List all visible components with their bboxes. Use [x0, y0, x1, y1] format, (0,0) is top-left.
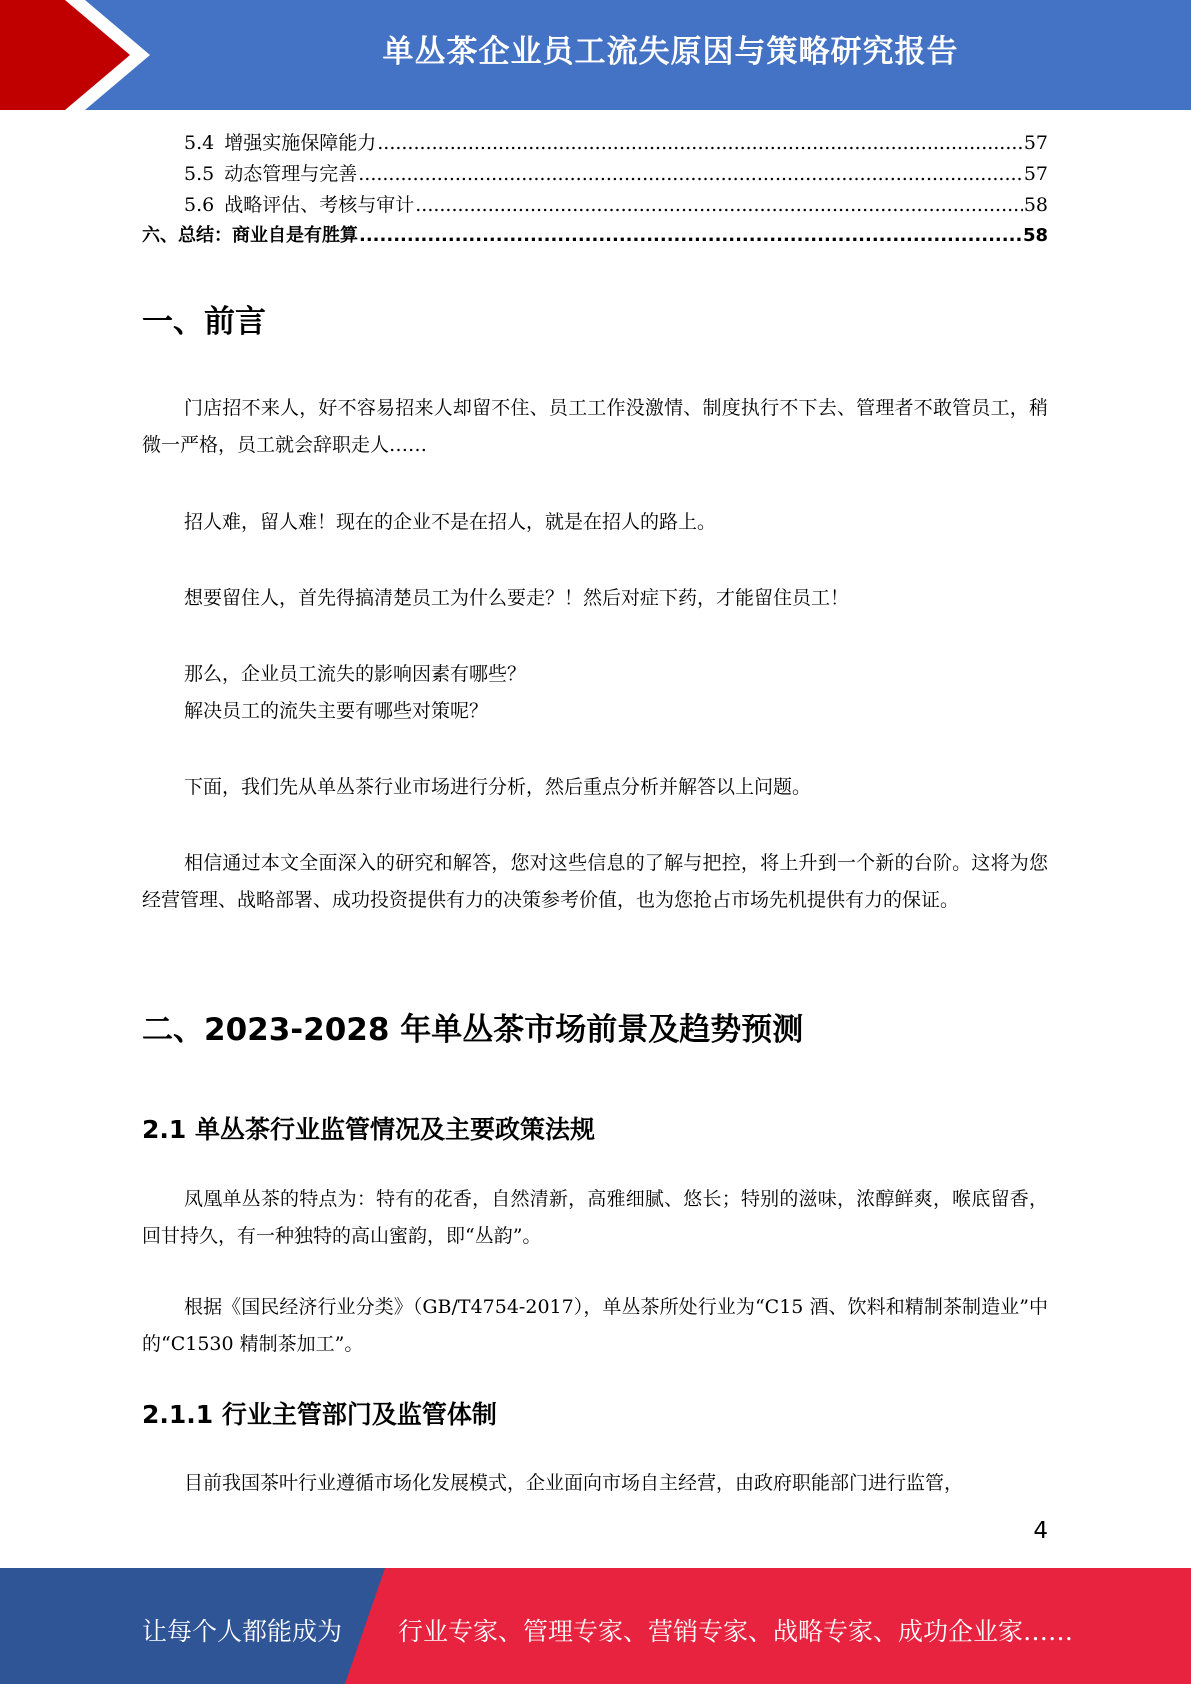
subsection-heading-regulation: 2.1 单丛茶行业监管情况及主要政策法规 [142, 1115, 595, 1144]
toc-leader-dots [359, 225, 1022, 246]
toc-entry-page: 58 [1022, 225, 1048, 246]
table-of-contents [142, 128, 1048, 252]
document-title: 单丛茶企业员工流失原因与策略研究报告 [382, 34, 959, 70]
paragraph: 那么，企业员工流失的影响因素有哪些？ [184, 663, 527, 685]
toc-entry-number: 5.6 [184, 194, 215, 216]
paragraph: 招人难，留人难！现在的企业不是在招人，就是在招人的路上。 [184, 511, 717, 533]
toc-entry-label: 动态管理与完善 [224, 163, 358, 185]
page-header [0, 0, 1191, 110]
toc-entry-chapter[interactable] [142, 221, 1048, 252]
toc-entry-page: 57 [1023, 163, 1048, 185]
section-heading-preface: 一、前言 [142, 304, 266, 340]
toc-entry[interactable] [142, 190, 1048, 221]
toc-leader-dots [415, 194, 1023, 216]
paragraph: 相信通过本文全面深入的研究和解答，您对这些信息的了解与把控，将上升到一个新的台阶。这将为您经营管理、战略部署、成功投资提供有力的决策参考价值，也为您抢占市场先机提供有力的保证。 [142, 852, 1048, 911]
toc-entry-number: 5.5 [184, 163, 215, 185]
footer-slogan-right: 行业专家、管理专家、营销专家、战略专家、成功企业家…… [398, 1617, 1074, 1646]
footer-slogan-left: 让每个人都能成为 [142, 1617, 343, 1646]
paragraph: 根据《国民经济行业分类》（GB/T4754-2017），单丛茶所处行业为“C15 酒、饮料和精制茶制造业”中的“C1530 精制茶加工”。 [142, 1296, 1048, 1355]
paragraph: 目前我国茶叶行业遵循市场化发展模式，企业面向市场自主经营，由政府职能部门进行监管， [184, 1472, 964, 1494]
toc-entry-label: 战略评估、考核与审计 [224, 194, 415, 216]
paragraph: 凤凰单丛茶的特点为：特有的花香，自然清新，高雅细腻、悠长；特别的滋味，浓醇鲜爽，喉底留香，回甘持久，有一种独特的高山蜜韵，即“丛韵”。 [142, 1188, 1048, 1247]
toc-entry-page: 58 [1023, 194, 1048, 216]
section-heading-market-forecast: 二、2023-2028 年单丛茶市场前景及趋势预测 [142, 1012, 804, 1048]
toc-entry-page: 57 [1023, 132, 1048, 154]
toc-leader-dots [377, 132, 1023, 154]
paragraph: 解决员工的流失主要有哪些对策呢？ [184, 700, 489, 722]
page-number: 4 [1033, 1518, 1048, 1544]
paragraph: 门店招不来人，好不容易招来人却留不住、员工工作没激情、制度执行不下去、管理者不敢管员工，稍微一严格，员工就会辞职走人…… [142, 397, 1048, 456]
subsection-heading-authority: 2.1.1 行业主管部门及监管体制 [142, 1400, 497, 1429]
header-arrow-decoration [0, 0, 160, 110]
toc-entry-label: 六、总结：商业自是有胜算 [142, 225, 358, 246]
toc-entry-number: 5.4 [184, 132, 215, 154]
toc-leader-dots [358, 163, 1023, 185]
paragraph: 想要留住人，首先得搞清楚员工为什么要走？！然后对症下药，才能留住员工！ [184, 587, 850, 609]
toc-entry[interactable] [142, 128, 1048, 159]
paragraph: 下面，我们先从单丛茶行业市场进行分析，然后重点分析并解答以上问题。 [184, 776, 812, 798]
page-footer [0, 1568, 1191, 1684]
toc-entry-label: 增强实施保障能力 [224, 132, 377, 154]
toc-entry[interactable] [142, 159, 1048, 190]
